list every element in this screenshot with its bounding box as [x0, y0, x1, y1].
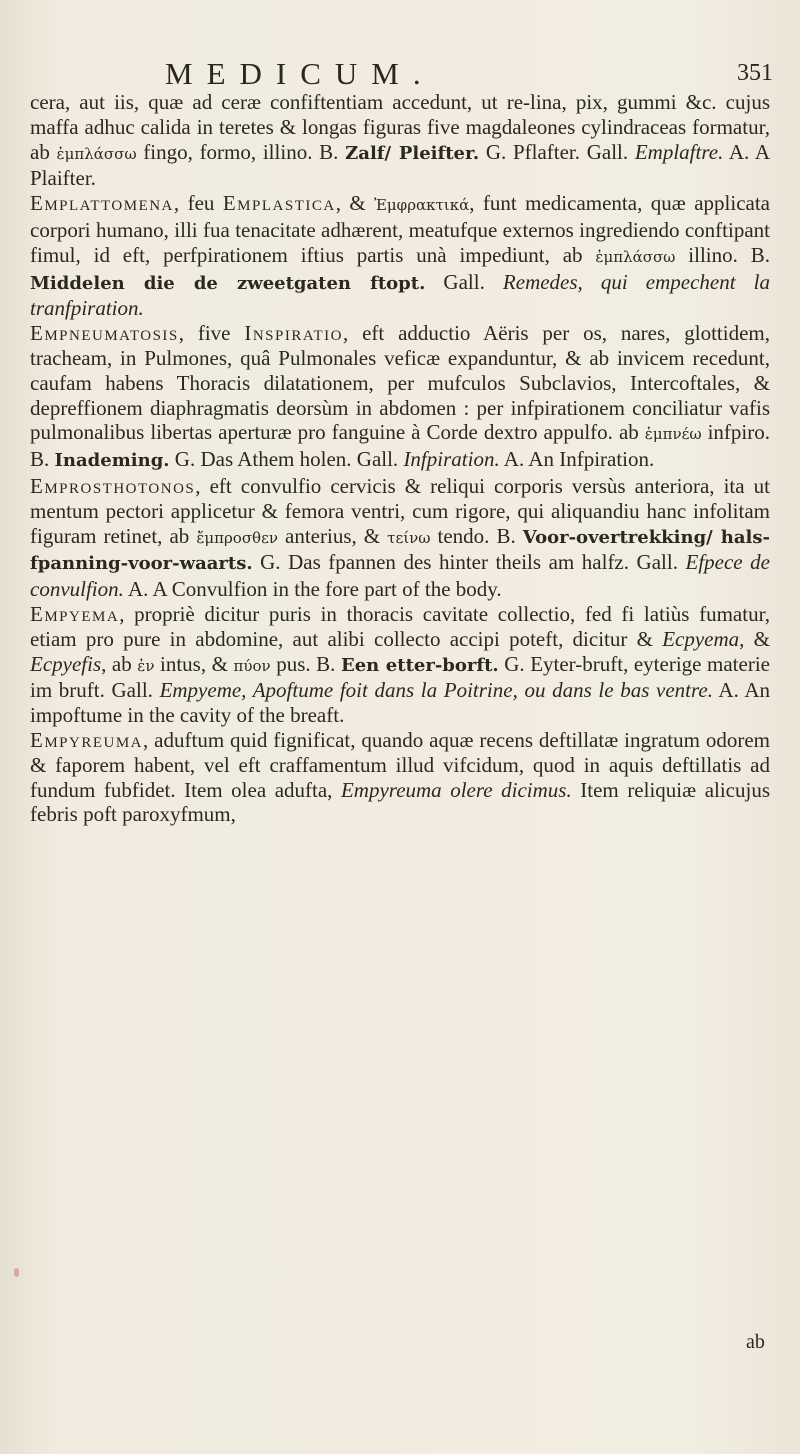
italic-term: Empyeme, Apoftume foit dans la Poitrine, ou dans le bas ventre. — [159, 678, 713, 703]
headword: Inspiratio — [244, 321, 344, 346]
headword: Emplastica — [222, 191, 336, 216]
text-run: , aduftum quid fignificat, quando aquæ recens deftillatæ ingratum odorem & faporem habent, vel eft craffamentum illud vifcidum, quod in aquis deftillatis ad fundum fubfidet. Item olea adufta, — [30, 727, 770, 802]
text-run: A. A Plaifter. — [30, 139, 771, 191]
dutch-term: Een etter-borft. — [340, 654, 499, 676]
greek-word: ἐμπνέω — [644, 425, 702, 444]
dictionary-body — [30, 90, 770, 827]
running-head: MEDICUM. — [165, 56, 435, 91]
text-run: Item reliquiæ alicujus febris poft paroxyfmum, — [30, 777, 771, 827]
italic-term: Ecpyema — [662, 626, 740, 651]
text-run: G. Pflafter. Gall. — [479, 139, 635, 164]
italic-term: Efpece de convulfion. — [30, 550, 770, 602]
entry-emplastrum — [30, 90, 770, 191]
entry-empyema — [30, 602, 770, 728]
text-run: , funt medicamenta, quæ applicata corpori humano, illi fua tenacitate adhærent, meatufque externos ingrediendo conftipant fimul, id eft, perfpirationem iftius partis unà impediunt, ab — [30, 191, 770, 267]
text-run: , propriè dicitur puris in thoracis cavitate collectio, fed fi latiùs fumatur, etiam pro pure in abdomine, aut alibi collecto accipi poteft, dicitur & — [30, 601, 770, 651]
page-number: 351 — [737, 60, 773, 86]
text-run: , & — [335, 191, 375, 216]
headword: Empneumatosis — [30, 321, 179, 346]
entry-empneumatosis — [30, 321, 770, 474]
italic-term: Ecpyefis — [30, 651, 102, 676]
text-run: G. Das fpannen des hinter theils am halfz. Gall. — [252, 550, 686, 575]
headword: Emprosthotonos — [30, 473, 196, 498]
text-run: A. An impoftume in the cavity of the breaft. — [30, 678, 770, 728]
text-run: A. An Infpiration. — [499, 447, 655, 472]
italic-term: Empyreuma olere dicimus. — [340, 777, 572, 802]
text-run: , eft convulfio cervicis & reliqui corporis versùs anteriora, ita ut mentum pectori applicetur & femora ventri, cum rigore, qui aliquandiu hanc infolitam figuram retinet, ab — [30, 473, 770, 548]
text-run: infpiro. B. — [30, 420, 771, 472]
text-run: , five — [178, 321, 245, 346]
greek-word: τείνω — [387, 528, 431, 547]
greek-word: Ἐμφρακτικά — [374, 196, 470, 215]
text-run: cera, aut iis, quæ ad ceræ confiftentiam accedunt, ut re-lina, pix, gummi &c. cujus maffa adhuc calida in teretes & longas figuras five magdaleones cylindraceas formatur, ab — [30, 90, 770, 164]
greek-word: ἐμπλάσσω — [595, 247, 676, 266]
text-run: anterius, & — [277, 523, 388, 548]
entry-empyreuma — [30, 728, 770, 827]
italic-term: Infpiration. — [403, 447, 500, 472]
paper-stain — [14, 1268, 19, 1277]
text-run: intus, & — [154, 651, 234, 676]
text-run: , eft adductio Aëris per os, nares, glottidem, tracheam, in Pulmones, quâ Pulmonales veficæ expanduntur, & ab invicem recedunt, caufam habens Thoracis dilatationem, per mufculos Subclavios, Intercoftales, & depreffionem diaphragmatis deorsùm in abdomen : per infpirationem conciliatur vafis pulmonalibus libertas aperturæ pro fanguine à Corde dextro appulfo. ab — [30, 321, 770, 445]
text-run: , feu — [173, 191, 223, 216]
italic-term: Emplaftre. — [634, 139, 724, 164]
dutch-term: Middelen die de zweetgaten ftopt. — [30, 272, 426, 294]
dutch-term: Voor-overtrekking/ hals-fpanning-voor-waarts. — [30, 526, 770, 575]
dutch-term: Zalf/ Pleifter. — [345, 142, 480, 164]
catchword: ab — [746, 1331, 765, 1353]
greek-word: ἐν — [137, 656, 155, 675]
greek-word: ἔμπροσθεν — [196, 528, 278, 547]
text-run: , ab — [101, 651, 138, 676]
greek-word: ἐμπλάσσω — [56, 144, 137, 163]
greek-word: πύον — [233, 656, 271, 675]
text-run: , & — [739, 626, 770, 651]
headword: Empyema — [30, 601, 120, 626]
text-run: tendo. B. — [430, 523, 523, 548]
headword: Empyreuma — [30, 727, 144, 752]
text-run: Gall. — [425, 269, 503, 294]
italic-term: Remedes, qui empechent la tranfpiration. — [30, 269, 770, 321]
text-run: G. Eyter-bruft, eyterige materie im bruft. Gall. — [30, 651, 770, 703]
dutch-term: Inademing. — [54, 450, 170, 472]
entry-emplattomena — [30, 191, 770, 321]
entry-emprosthotonos — [30, 474, 770, 602]
text-run: pus. B. — [270, 651, 341, 676]
headword: Emplattomena — [30, 191, 174, 216]
text-run: fingo, formo, illino. B. — [136, 139, 346, 164]
text-run: A. A Convulfion in the fore part of the body. — [123, 577, 502, 602]
text-run: G. Das Athem holen. Gall. — [169, 447, 404, 472]
text-run: illino. B. — [675, 242, 770, 267]
